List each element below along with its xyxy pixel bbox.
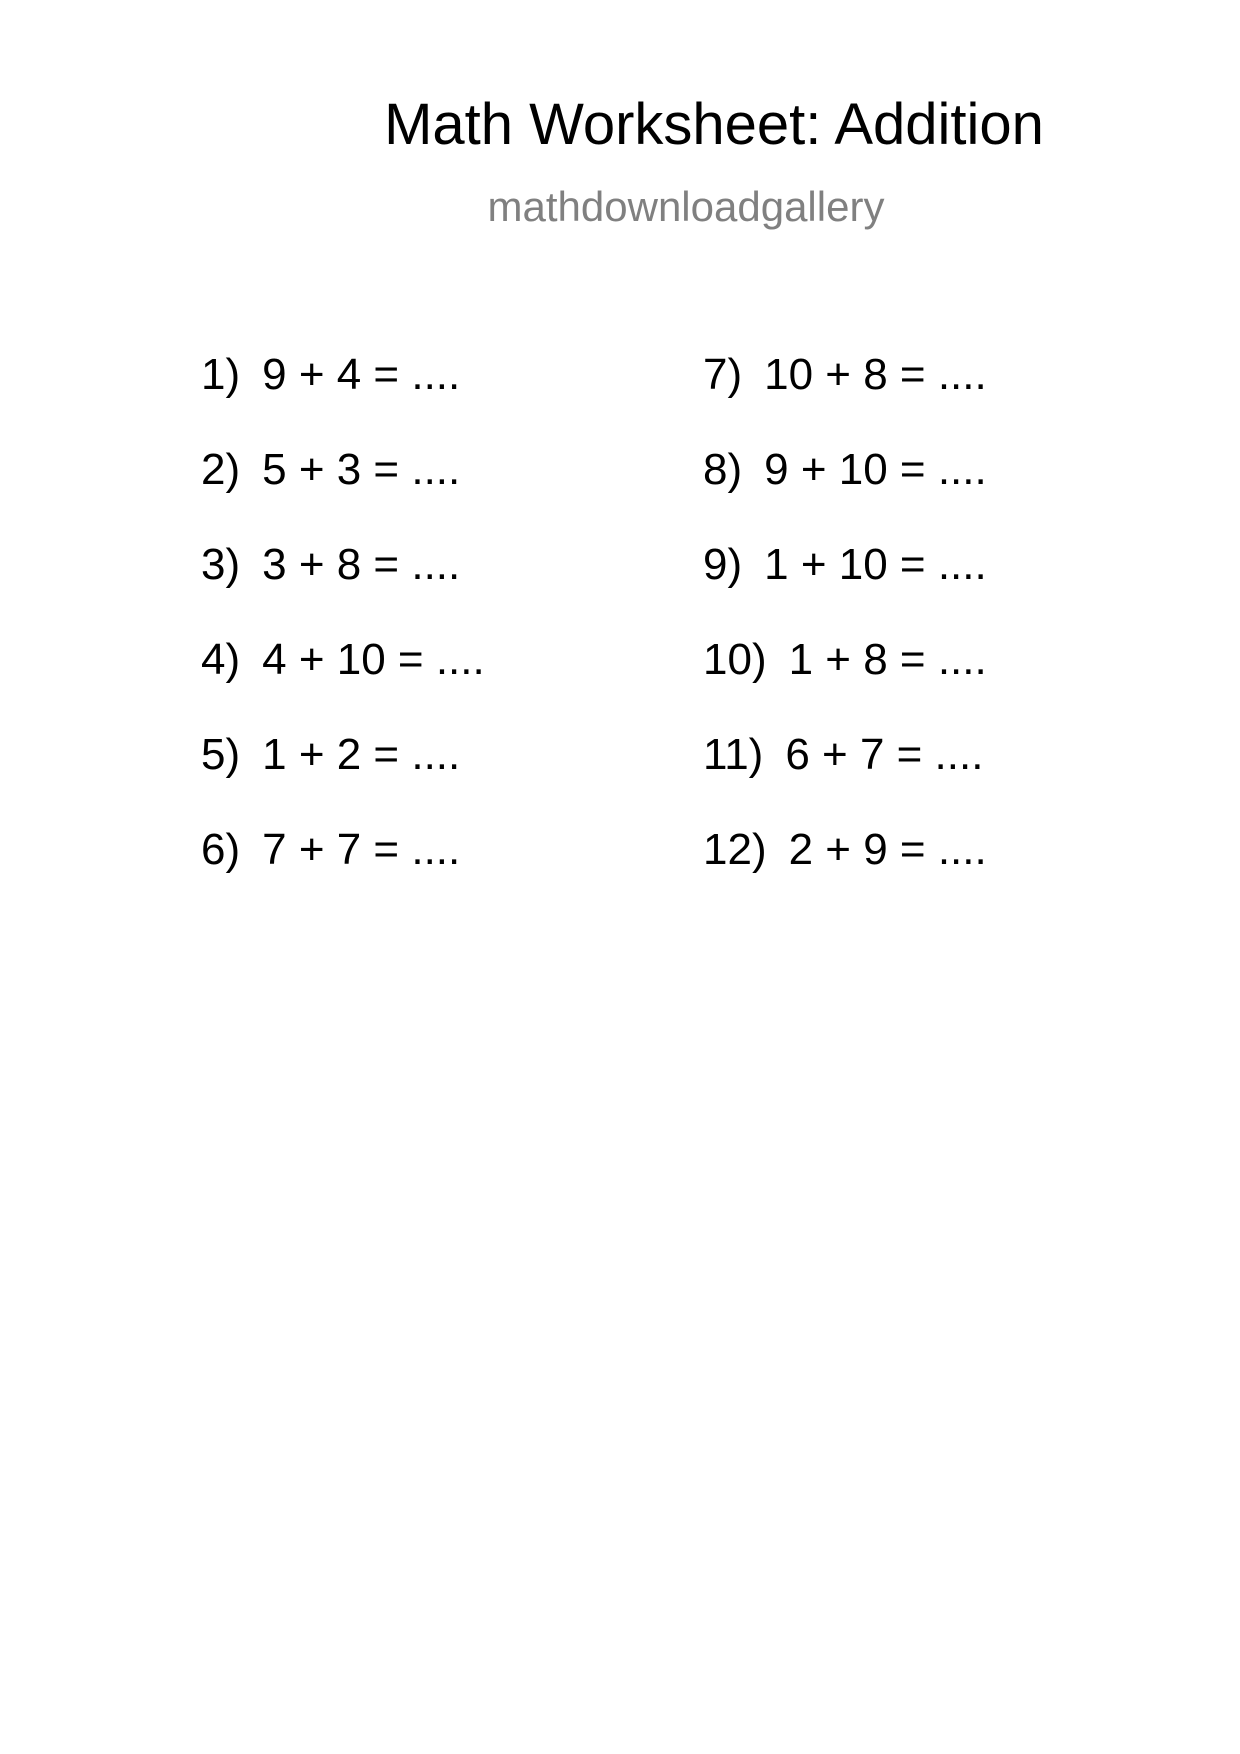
problem-item <box>703 350 987 448</box>
problem-number: 8) <box>703 445 743 494</box>
problem-number: 2) <box>201 445 241 494</box>
problem-item <box>201 540 485 638</box>
problem-expression: 6 + 7 = .... <box>785 730 984 779</box>
problem-number: 4) <box>201 635 241 684</box>
problem-item <box>703 445 987 543</box>
problems-column-left <box>201 350 485 923</box>
problem-expression: 1 + 8 = .... <box>788 635 987 684</box>
problem-item <box>703 635 987 733</box>
worksheet-subtitle: mathdownloadgallery <box>487 183 885 230</box>
problem-item <box>703 825 987 923</box>
problem-number: 5) <box>201 730 241 779</box>
problem-expression: 5 + 3 = .... <box>262 445 461 494</box>
problem-number: 9) <box>703 540 743 589</box>
problem-number: 7) <box>703 350 743 399</box>
problem-item <box>703 540 987 638</box>
problem-number: 10) <box>703 635 767 684</box>
problem-expression: 9 + 10 = .... <box>764 445 987 494</box>
problem-number: 1) <box>201 350 241 399</box>
problem-number: 3) <box>201 540 241 589</box>
problem-item <box>201 635 485 733</box>
problem-number: 11) <box>703 730 764 779</box>
problem-item <box>703 730 987 828</box>
problem-expression: 9 + 4 = .... <box>262 350 461 399</box>
problem-item <box>201 350 485 448</box>
problem-item <box>201 730 485 828</box>
problem-item <box>201 825 485 923</box>
problem-expression: 7 + 7 = .... <box>262 825 461 874</box>
problem-number: 6) <box>201 825 241 874</box>
problem-expression: 1 + 2 = .... <box>262 730 461 779</box>
problem-expression: 1 + 10 = .... <box>764 540 987 589</box>
problem-expression: 3 + 8 = .... <box>262 540 461 589</box>
problem-item <box>201 445 485 543</box>
problem-expression: 2 + 9 = .... <box>788 825 987 874</box>
problem-expression: 4 + 10 = .... <box>262 635 485 684</box>
worksheet-title: Math Worksheet: Addition <box>384 92 1044 157</box>
problem-number: 12) <box>703 825 767 874</box>
problems-column-right <box>703 350 987 923</box>
problem-expression: 10 + 8 = .... <box>764 350 987 399</box>
